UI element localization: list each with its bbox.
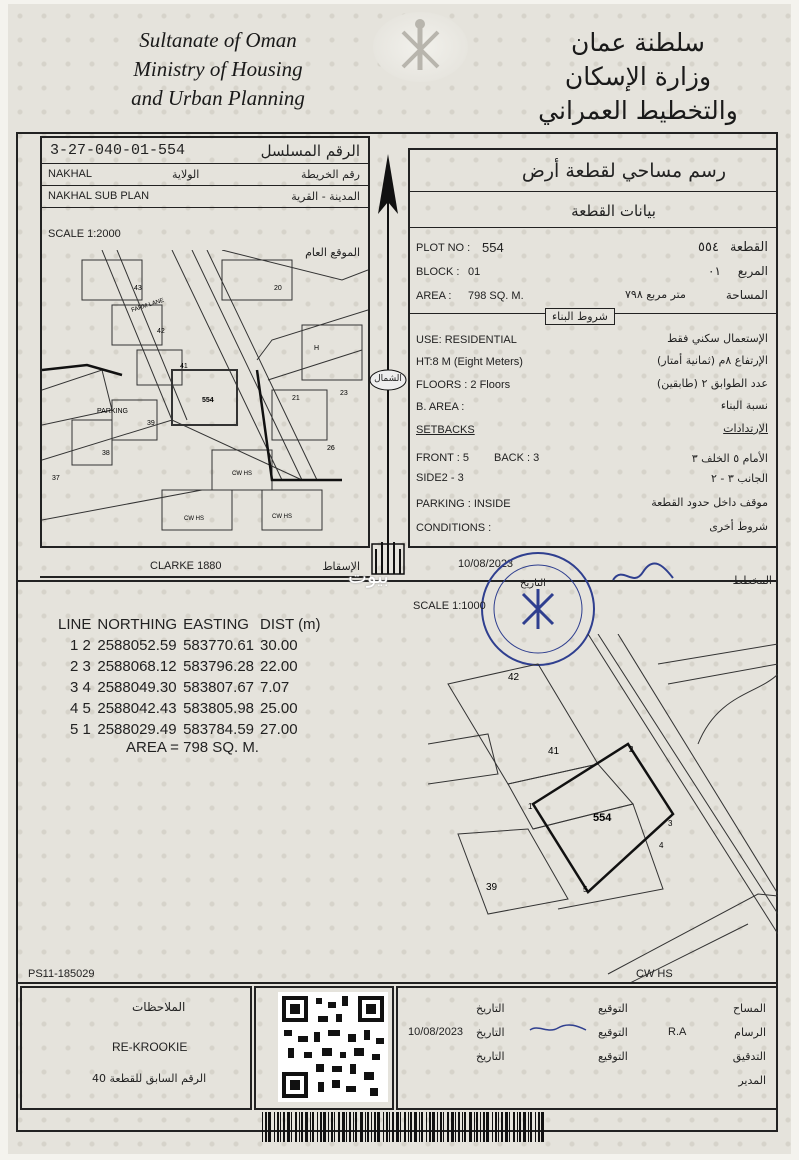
plot-no-value-ar: ٥٥٤: [698, 240, 719, 255]
coordinates-table: [58, 614, 327, 740]
col-northing: NORTHING: [97, 616, 178, 633]
header-ar-line-3: والتخطيط العمراني: [538, 96, 738, 125]
block-value-ar: ٠١: [708, 264, 721, 278]
cell-dist: 27.00: [260, 721, 298, 738]
watermark-text: بيوت: [348, 564, 389, 588]
area-value-ar: متر مربع ٧٩٨: [625, 288, 686, 301]
conditions-ar: شروط أخرى: [709, 520, 768, 533]
area-label: AREA :: [416, 290, 452, 302]
signature-icon: [608, 560, 678, 590]
loc-cw-hs-label-2: CW HS: [184, 516, 204, 522]
notes-box: [20, 986, 252, 1110]
setback-back: BACK : 3: [494, 452, 540, 464]
vertex-2-label: 2: [629, 745, 634, 754]
header-ar-line-2: وزارة الإسكان: [564, 62, 712, 91]
north-label-ar: الشمال: [374, 374, 402, 384]
projection-row: [40, 552, 370, 578]
parking-ar: موقف داخل حدود القطعة: [651, 496, 768, 509]
plot-detail-map: [428, 634, 778, 984]
wilayat-row: [42, 164, 368, 186]
projection-en: CLARKE 1880: [150, 560, 222, 572]
vertex-4-label: 4: [659, 841, 664, 850]
draftsman-signature-icon: [528, 1022, 588, 1036]
serial-number: 3-27-040-01-554: [50, 142, 186, 159]
header-ar-line-1: سلطنة عمان: [571, 28, 705, 57]
cell-northing: 2588068.12: [97, 658, 177, 675]
setbacks-heading-ar: الإرتدادات: [723, 422, 768, 435]
cell-dist: 25.00: [260, 700, 298, 717]
total-area: AREA = 798 SQ. M.: [126, 739, 259, 756]
floors-en: FLOORS : 2 Floors: [416, 379, 511, 391]
building-conditions-tag: [545, 308, 615, 325]
cell-northing: 2588049.30: [97, 679, 177, 696]
cell-easting: 583770.61: [183, 637, 254, 654]
vertex-3-label: 3: [668, 819, 673, 828]
cell-northing: 2588042.43: [97, 700, 177, 717]
director-label-ar: المدير: [738, 1074, 766, 1087]
loc-lane-label: FARM LANE: [130, 297, 165, 314]
loc-cw-hs-label-3: CW HS: [272, 514, 292, 520]
building-conditions-ar: شروط البناء: [552, 310, 608, 323]
scale-1000: SCALE 1:1000: [413, 600, 486, 612]
block-label-ar: المربع: [737, 264, 768, 278]
area-label-ar: المساحة: [725, 288, 768, 302]
title-row: [410, 150, 776, 192]
plot-info-block: [410, 228, 776, 314]
use-en: USE: RESIDENTIAL: [416, 334, 517, 346]
detail-plot-41-label: 41: [548, 746, 560, 757]
vertex-1-label: 1: [528, 802, 533, 811]
cell-line: 3 4: [70, 679, 91, 696]
oman-emblem-icon: [373, 12, 468, 82]
subplan-en: NAKHAL SUB PLAN: [48, 190, 150, 202]
serial-row: [42, 138, 368, 164]
loc-plot-20-label: 20: [274, 285, 282, 292]
cell-easting: 583796.28: [183, 658, 254, 675]
cell-easting: 583807.67: [183, 679, 254, 696]
cell-dist: 22.00: [260, 658, 298, 675]
loc-cw-hs-label-1: CW HS: [232, 471, 252, 477]
sketch-label-ar: المخطط: [732, 574, 772, 587]
re-krookie: RE-KROOKIE: [112, 1040, 188, 1054]
checker-label-ar: التدقيق: [732, 1050, 766, 1063]
subplan-row: [42, 186, 368, 208]
header-line-1: Sultanate of Oman: [139, 28, 297, 52]
table-row: [58, 698, 327, 719]
plot-data-heading-row: [410, 192, 776, 228]
ministry-name-ar: [518, 26, 758, 128]
col-line: LINE: [58, 616, 92, 633]
notes-label-ar: الملاحظات: [132, 1000, 186, 1014]
height-en: HT:8 M (Eight Meters): [416, 356, 523, 368]
loc-plot-h-label: H: [314, 345, 320, 352]
draftsman-signature-label-ar: التوقيع: [598, 1026, 628, 1039]
qr-box: [254, 986, 394, 1110]
surveyor-date-label-ar: التاريخ: [476, 1002, 505, 1015]
wilayat-en: NAKHAL: [48, 168, 93, 180]
village-label-ar: المدينة - القرية: [291, 190, 360, 203]
height-ar: الإرتفاع ٨م (ثمانية أمتار): [657, 354, 768, 367]
plot-data-panel: [408, 148, 778, 548]
use-ar: الإستعمال سكني فقط: [667, 332, 768, 345]
cell-line: 2 3: [70, 658, 91, 675]
detail-cw-hs-label: CW HS: [636, 968, 673, 980]
building-area-en: B. AREA :: [416, 401, 465, 413]
plot-no-label-ar: القطعة: [729, 240, 768, 255]
area-value: 798 SQ. M.: [468, 290, 524, 302]
vertex-5-label: 5: [583, 885, 588, 894]
header-line-3: and Urban Planning: [131, 86, 305, 110]
projection-ar: الإسقاط: [322, 560, 360, 573]
cell-line: 1 2: [70, 637, 91, 654]
checker-date-label-ar: التاريخ: [476, 1050, 505, 1063]
building-area-ar: نسبة البناء: [720, 399, 768, 412]
serial-label-ar: الرقم المسلسل: [260, 142, 360, 160]
location-map: [42, 250, 368, 546]
setbacks-heading: SETBACKS: [416, 424, 475, 436]
setback-side: SIDE2 - 3: [416, 472, 464, 484]
table-row: [58, 635, 327, 656]
qr-code-icon[interactable]: [278, 992, 388, 1102]
loc-plot-41-label: 41: [180, 363, 188, 370]
loc-plot-38-label: 38: [102, 450, 110, 457]
general-site-label-ar: الموقع العام: [305, 246, 360, 259]
conditions-en: CONDITIONS :: [416, 522, 492, 534]
plot-data-heading-ar: بيانات القطعة: [571, 202, 656, 220]
cell-easting: 583784.59: [183, 721, 254, 738]
setback-side-ar: الجانب ٣ - ٢: [710, 472, 768, 485]
block-label: BLOCK :: [416, 266, 460, 278]
loc-plot-26-label: 26: [327, 445, 335, 452]
header-line-2: Ministry of Housing: [133, 57, 303, 81]
cell-dist: 30.00: [260, 637, 298, 654]
ministry-name-en: [68, 26, 368, 113]
scale-row: [42, 208, 368, 259]
cell-line: 5 1: [70, 721, 91, 738]
location-panel: [40, 136, 370, 548]
plot-no-value: 554: [482, 240, 504, 255]
footer-divider: [16, 982, 778, 984]
cell-dist: 7.07: [260, 679, 290, 696]
signatures-box: [396, 986, 778, 1110]
loc-plot-43-label: 43: [134, 285, 142, 292]
cell-northing: 2588029.49: [97, 721, 177, 738]
loc-plot-42-label: 42: [157, 328, 165, 335]
wilayat-ar: الولاية: [172, 168, 200, 181]
stamp-date-label-ar: التاريخ: [520, 578, 546, 589]
plot-no-label: PLOT NO :: [416, 242, 471, 254]
survey-title-ar: رسم مساحي لقطعة أرض: [521, 160, 726, 182]
loc-plot-37-label: 37: [52, 475, 60, 482]
draftsman-date: 10/08/2023: [408, 1026, 464, 1038]
draftsman-name: R.A: [668, 1026, 687, 1038]
cell-line: 4 5: [70, 700, 91, 717]
draftsman-label-ar: الرسام: [734, 1026, 766, 1039]
floors-ar: عدد الطوابق ٢ (طابقين): [656, 377, 768, 390]
ps-number: PS11-185029: [28, 968, 95, 980]
table-row: [58, 677, 327, 698]
surveyor-label-ar: المساح: [732, 1002, 766, 1015]
checker-signature-label-ar: التوقيع: [598, 1050, 628, 1063]
setback-front-back-ar: الأمام ٥ الخلف ٣: [691, 452, 768, 465]
table-row: [58, 719, 327, 740]
detail-plot-554-label: 554: [593, 812, 612, 824]
stamp-date: 10/08/2023: [458, 558, 514, 570]
col-dist: DIST (m): [260, 616, 321, 633]
block-value: 01: [468, 266, 481, 278]
loc-plot-23-label: 23: [340, 390, 348, 397]
surveyor-signature-label-ar: التوقيع: [598, 1002, 628, 1015]
survey-sheet: [8, 4, 791, 1154]
loc-parking-label: PARKING: [97, 408, 128, 415]
coords-header-row: [58, 614, 327, 635]
previous-plot-ar: الرقم السابق للقطعة 40: [92, 1072, 207, 1085]
detail-plot-39-label: 39: [486, 882, 498, 893]
loc-plot-21-label: 21: [292, 395, 300, 402]
setback-front: FRONT : 5: [416, 452, 469, 464]
loc-plot-554-label: 554: [202, 397, 214, 404]
barcode-icon: [260, 1112, 550, 1144]
cell-easting: 583805.98: [183, 700, 254, 717]
detail-plot-42-label: 42: [508, 672, 520, 683]
map-number-label-ar: رقم الخريطة: [301, 168, 360, 181]
loc-plot-39-label: 39: [147, 420, 155, 427]
cell-northing: 2588052.59: [97, 637, 177, 654]
scale-2000: SCALE 1:2000: [48, 228, 121, 240]
draftsman-date-label-ar: التاريخ: [476, 1026, 505, 1039]
col-easting: EASTING: [183, 616, 249, 633]
parking-en: PARKING : INSIDE: [416, 498, 511, 510]
table-row: [58, 656, 327, 677]
north-arrow-icon: [364, 154, 412, 584]
